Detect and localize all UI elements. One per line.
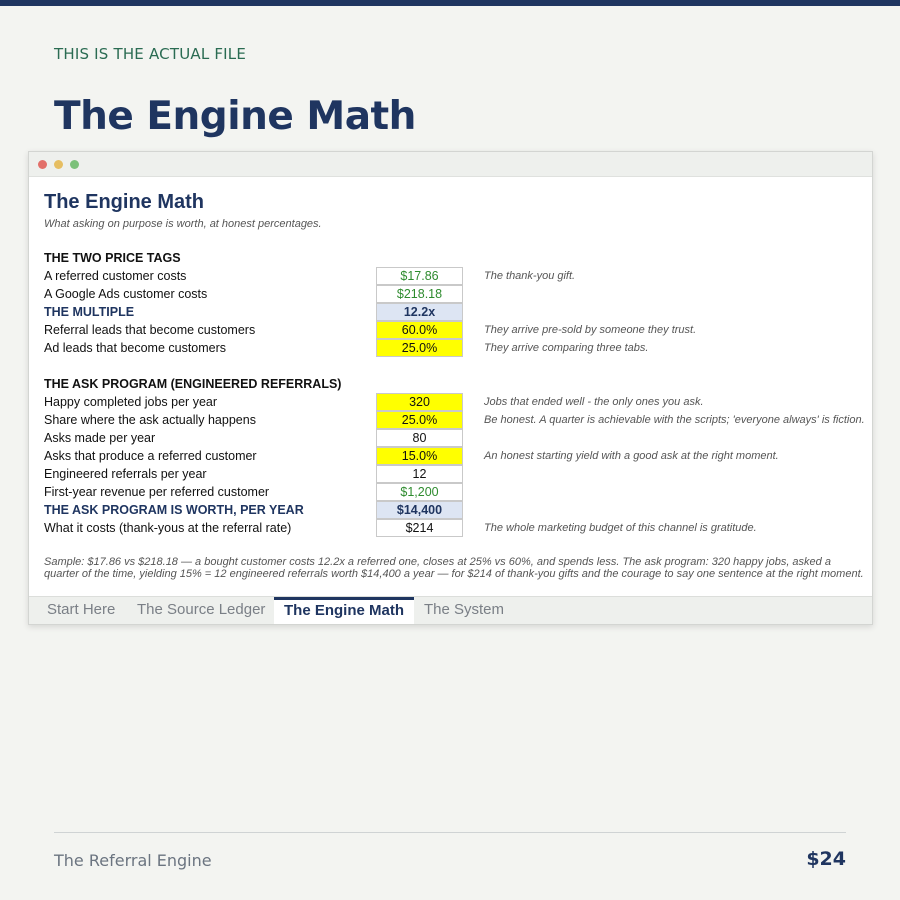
row-note: They arrive pre-sold by someone they trust. [484,324,697,336]
row-note: Be honest. A quarter is achievable with the scripts; 'everyone always' is fiction. [484,414,865,426]
kicker-label: THIS IS THE ACTUAL FILE [54,45,247,63]
sheet-title: The Engine Math [44,191,204,213]
cell-program-worth[interactable]: $14,400 [376,501,463,519]
row-note: An honest starting yield with a good ask at the right moment. [484,450,779,462]
footer-divider [54,832,846,833]
cell-engineered-referrals[interactable]: 12 [376,465,463,483]
row-revenue-per-customer [29,483,872,501]
row-multiple [29,303,872,321]
row-note: They arrive comparing three tabs. [484,342,649,354]
row-label: A Google Ads customer costs [44,287,208,301]
row-label: Ad leads that become customers [44,341,227,355]
cell-ask-yield[interactable]: 15.0% [376,447,463,465]
sheet-subtitle: What asking on purpose is worth, at honest percentages. [44,218,322,230]
sheet-tab-bar [29,596,872,624]
top-accent-bar [0,0,900,6]
window-titlebar [29,152,872,177]
sheet-content [29,177,872,597]
row-referral-conversion [29,321,872,339]
row-label: Engineered referrals per year [44,467,207,481]
row-label: Referral leads that become customers [44,323,256,337]
row-label: First-year revenue per referred customer [44,485,270,499]
row-label: Happy completed jobs per year [44,395,218,409]
page-title: The Engine Math [54,94,416,139]
cell-asks-made[interactable]: 80 [376,429,463,447]
tab-the-system[interactable]: The System [424,601,505,618]
cell-revenue-per-customer[interactable]: $1,200 [376,483,463,501]
cell-referred-cost[interactable]: $17.86 [376,267,463,285]
row-happy-jobs [29,393,872,411]
cell-ask-share[interactable]: 25.0% [376,411,463,429]
row-note: The thank-you gift. [484,270,576,282]
close-window-dot-icon[interactable] [38,160,47,169]
section-heading-ask-program: THE ASK PROGRAM (ENGINEERED REFERRALS) [44,377,342,391]
row-program-cost [29,519,872,537]
row-label: What it costs (thank-yous at the referral rate) [44,521,292,535]
row-ad-conversion [29,339,872,357]
maximize-window-dot-icon[interactable] [70,160,79,169]
row-label: A referred customer costs [44,269,187,283]
price-label: $24 [806,848,846,870]
tab-engine-math[interactable]: The Engine Math [274,597,414,624]
row-ask-share [29,411,872,429]
row-label: Asks made per year [44,431,156,445]
cell-happy-jobs[interactable]: 320 [376,393,463,411]
row-label: Share where the ask actually happens [44,413,256,427]
tab-source-ledger[interactable]: The Source Ledger [137,601,266,618]
row-note: The whole marketing budget of this channel is gratitude. [484,522,757,534]
row-engineered-referrals [29,465,872,483]
row-label: THE MULTIPLE [44,305,135,319]
row-ads-cost [29,285,872,303]
tab-start-here[interactable]: Start Here [47,601,116,618]
row-referred-cost [29,267,872,285]
cell-ads-cost[interactable]: $218.18 [376,285,463,303]
cell-referral-conversion[interactable]: 60.0% [376,321,463,339]
row-asks-made [29,429,872,447]
cell-ad-conversion[interactable]: 25.0% [376,339,463,357]
section-heading-price-tags: THE TWO PRICE TAGS [44,251,181,265]
sample-summary-note: Sample: $17.86 vs $218.18 — a bought customer costs 12.2x a referred one, closes at 25% vs 60%, and spends less. The ask program: 320 happy jobs, asked a quarter of the time, yielding 15% = 12 engineered referrals worth $14,400 a year — for $214 of thank-you gifts and the courage to say one sentence at the right moment. [44,556,864,580]
product-name: The Referral Engine [54,851,212,870]
cell-multiple[interactable]: 12.2x [376,303,463,321]
row-ask-yield [29,447,872,465]
row-note: Jobs that ended well - the only ones you ask. [484,396,704,408]
cell-program-cost[interactable]: $214 [376,519,463,537]
row-program-worth [29,501,872,519]
spreadsheet-window [28,151,873,625]
minimize-window-dot-icon[interactable] [54,160,63,169]
row-label: THE ASK PROGRAM IS WORTH, PER YEAR [44,503,304,517]
row-label: Asks that produce a referred customer [44,449,257,463]
